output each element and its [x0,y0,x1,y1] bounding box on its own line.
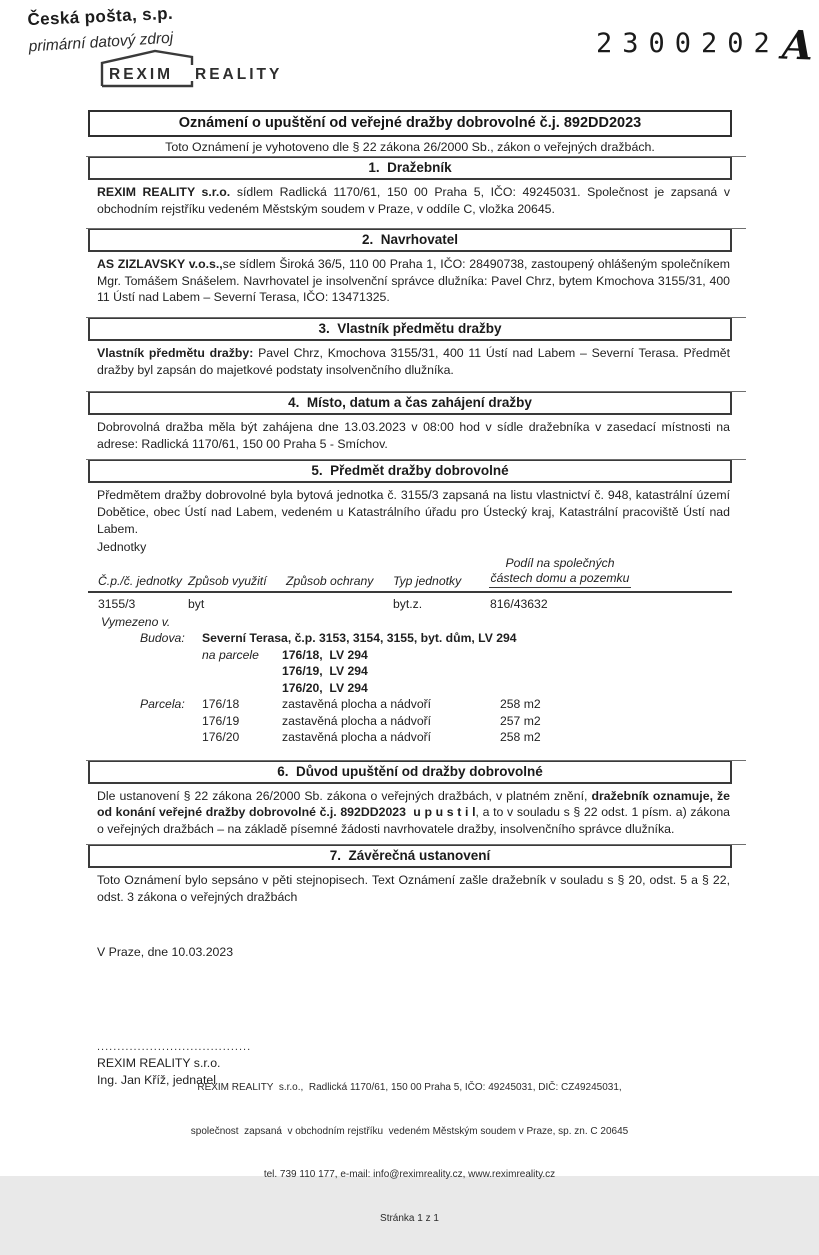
unit-share: 816/43632 [490,597,548,612]
defined-in-label: Vymezeno v. [101,615,171,630]
section-2-lead: AS ZIZLAVSKY v.o.s., [97,257,223,272]
col-header-usage: Způsob využití [188,574,267,589]
section-5-heading: 5. Předmět dražby dobrovolné [88,459,732,483]
rexim-reality-logo [98,48,283,95]
section-3-body [88,341,732,385]
signature-line: ...................................... [97,1040,252,1053]
on-parcel-row [88,663,732,680]
section-5-body: Předmětem dražby dobrovolné byla bytová jednotka č. 3155/3 zapsaná na listu vlastnictví č. 948, katastrální území Dobětice, obec Ústí nad Labem, vedeném u Katastrálního úřadu pro Ústecký kraj, Katastrální pracoviště Ústí nad Labem. [97,488,730,536]
building-label: Budova: [140,631,185,646]
building-value: Severní Terasa, č.p. 3153, 3154, 3155, byt. dům, LV 294 [202,631,517,646]
signature-name: Ing. Jan Kříž, jednatel [97,1072,216,1087]
page-number: Stránka 1 z 1 [380,1212,439,1224]
col-header-share-line2: částech domu a pozemku [489,571,632,588]
section-4-body: Dobrovolná dražba měla být zahájena dne 13.03.2023 v 08:00 hod v sídle dražebníka v zasedací místnosti na adrese: Radlická 1170/61, 150 00 Praha 5 - Smíchov. [97,420,730,451]
document-body [88,110,732,1088]
parcel-label: Parcela: [140,697,185,712]
col-header-share [474,556,646,588]
section-2-text: se sídlem Široká 36/5, 110 00 Praha 1, IČO: 28490738, zastoupený ohlášeným společníkem Mgr. Tomášem Snášelem. Navrhovatel je insolvenční správce dlužníka: Pavel Chrz, bytem Kmochova 3155/31, 400 11 Ústí nad Labem – Severní Terasa, IČO: 13471325. [97,257,730,305]
section-6-text-bold: dražebník oznamuje, že od konání veřejné dražby dobrovolné č.j. 892DD2023 u p u s t i l [97,788,734,820]
parcel-number: 176/19 [202,713,240,728]
section-6-text-pre: Dle ustanovení § 22 zákona 26/2000 Sb. zákona o veřejných dražbách, v platném znění, [97,788,592,803]
unit-type: byt.z. [393,597,423,612]
on-parcel-label: na parcele [202,647,259,662]
signature-company: REXIM REALITY s.r.o. [97,1056,221,1071]
section-6-heading: 6. Důvod upuštění od dražby dobrovolné [88,760,732,784]
footer-line-3: tel. 739 110 177, e-mail: info@reximreality.cz, www.reximreality.cz [263,1169,556,1180]
section-6-text-post: , a to v souladu s § 22 odst. 1 písm. a) zákona o veřejných dražbách – na základě písemné žádosti navrhovatele dražby, insolvenčního správce dlužníka. [97,805,730,836]
section-2-body [88,252,732,313]
section-3-lead: Vlastník předmětu dražby: [97,345,254,360]
postal-sender-subtitle: primární datový zdroj [28,29,174,56]
col-header-unit-type: Typ jednotky [393,574,462,589]
unit-usage: byt [188,597,205,612]
document-title: Oznámení o upuštění od veřejné dražby dobrovolné č.j. 892DD2023 [88,110,732,137]
parcel-area: 258 m2 [500,730,541,745]
parcel-area: 257 m2 [500,713,541,728]
parcel-number: 176/20 [202,730,240,745]
parcel-lv-3: 176/20, LV 294 [282,680,368,695]
unit-protection [286,597,393,611]
house-icon [98,48,283,90]
footer-line-1: REXIM REALITY s.r.o., Radlická 1170/61, 150 00 Praha 5, IČO: 49245031, DIČ: CZ49245031, [197,1082,622,1093]
parcel-lv-2: 176/19, LV 294 [282,664,368,679]
filing-letter-handwritten: A [780,21,814,70]
section-1-heading: 1. Dražebník [88,156,732,180]
section-7-body: Toto Oznámení bylo sepsáno v pěti stejnopisech. Text Oznámení zašle dražebník v souladu s § 20, odst. 5 a § 22, odst. 3 zákona o veřejných dražbách [97,873,730,904]
parcel-number: 176/18 [202,697,240,712]
col-header-protection: Způsob ochrany [286,574,374,589]
section-1-lead: REXIM REALITY s.r.o. [97,185,231,199]
document-subtitle: Toto Oznámení je vyhotoveno dle § 22 zákona 26/2000 Sb., zákon o veřejných dražbách. [165,140,655,154]
parcel-kind: zastavěná plocha a nádvoří [282,697,432,712]
filing-number: 2300202 [596,28,780,59]
footer-line-2: společnost zapsaná v obchodním rejstříku vedeném Městským soudem v Praze, sp. zn. C 20645 [190,1125,629,1137]
section-7-heading: 7. Závěrečná ustanovení [88,844,732,868]
col-header-unit-number: Č.p./č. jednotky [98,574,182,589]
unit-row [88,593,732,613]
parcel-lv-1: 176/18, LV 294 [282,647,368,662]
parcel-kind: zastavěná plocha a nádvoří [282,730,432,745]
section-4-heading: 4. Místo, datum a čas zahájení dražby [88,391,732,415]
section-1-body [88,180,732,224]
on-parcel-row [88,680,732,697]
units-table-header [88,554,732,593]
section-1-text: sídlem Radlická 1170/61, 150 00 Praha 5, IČO: 49245031. Společnost je zapsaná v obchodním rejstříku vedeném Městským soudem v Praze, v oddíle C, vložka 20645. [97,185,731,216]
building-row [88,630,732,647]
postal-sender-name: Česká pošta, s.p. [27,3,174,30]
section-3-heading: 3. Vlastník předmětu dražby [88,317,732,341]
on-parcel-row [88,647,732,664]
place-and-date: V Praze, dne 10.03.2023 [97,944,234,959]
filing-number-stamp [596,22,813,69]
section-3-text: Pavel Chrz, Kmochova 3155/31, 400 11 Ústí nad Labem – Severní Terasa. Předmět dražby byl zapsán do majetkové podstaty insolvenčního dlužníka. [97,345,730,377]
parcel-kind: zastavěná plocha a nádvoří [282,713,432,728]
page-footer [0,1052,819,1255]
parcel-area: 258 m2 [500,697,541,712]
col-header-share-line1: Podíl na společných [505,556,615,571]
logo-text-rexim: REXIM [109,66,174,83]
units-label: Jednotky [97,540,147,555]
section-2-heading: 2. Navrhovatel [88,228,732,252]
parcel-row [88,713,732,730]
section-6-body [88,784,732,845]
parcel-row [88,696,732,713]
logo-text-reality: REALITY [195,66,283,83]
parcel-row [88,729,732,746]
unit-number: 3155/3 [98,597,136,612]
